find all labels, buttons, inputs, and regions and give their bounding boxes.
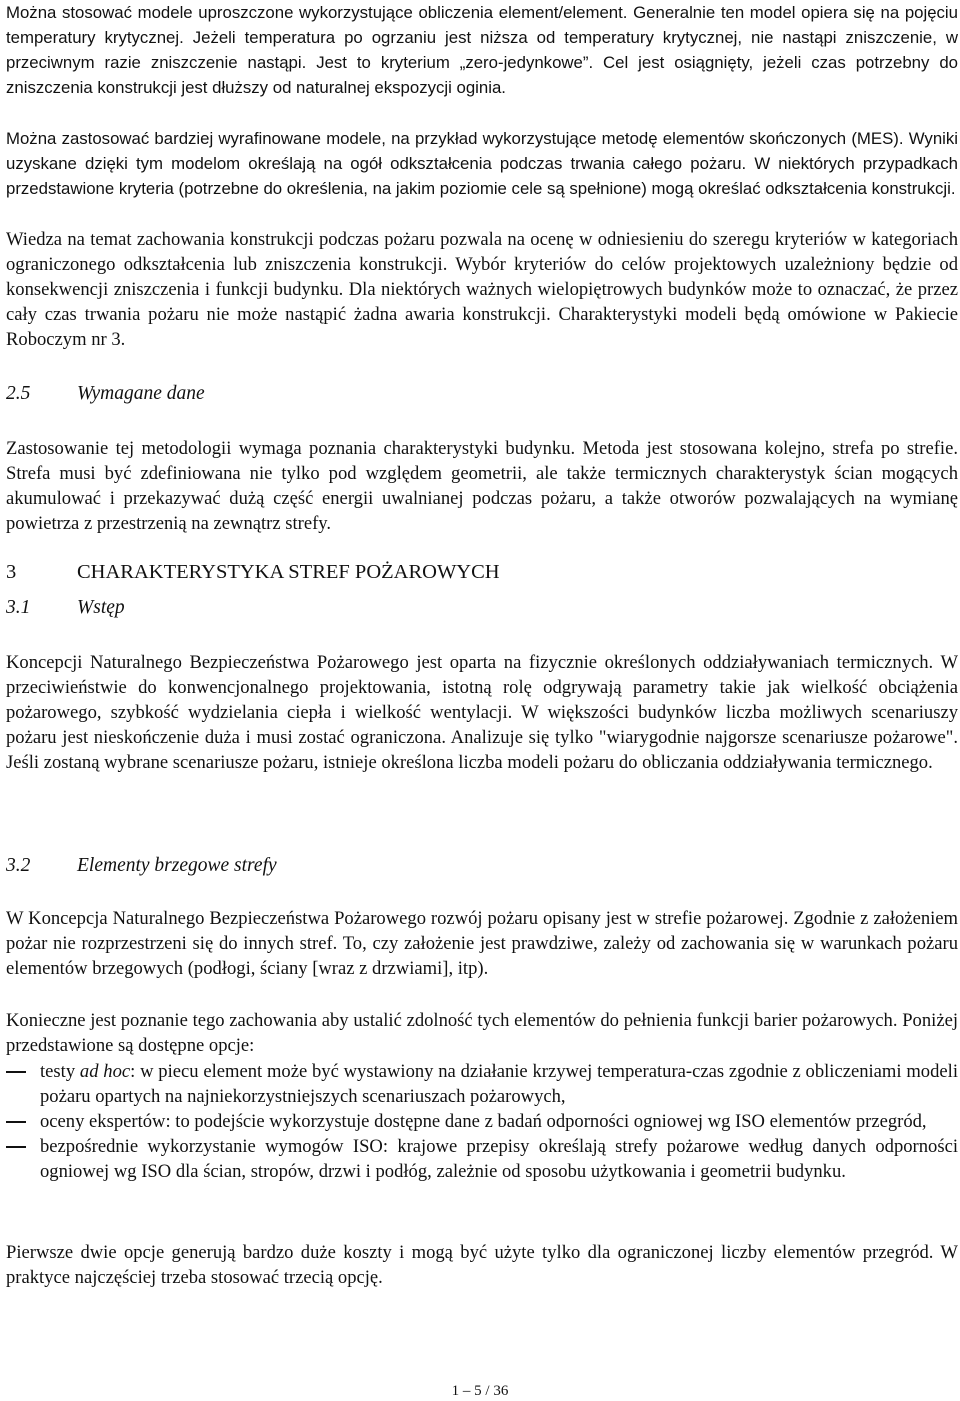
paragraph-simplified-models: Można stosować modele uproszczone wykorzystujące obliczenia element/element. Generalnie ten model opiera się na pojęciu temperatury krytycznej. Jeżeli temperatura po ogrzaniu jest niższa od temperatury krytycznej, nie nastąpi zniszczenie, w przeciwnym razie zniszczenie nastąpi. Jest to kryterium „zero-jedynkowe”. Cel jest osiągnięty, jeżeli czas potrzebny do zniszczenia konstrukcji jest dłuższy od naturalnej ekspozycji oginia.	[6, 3, 958, 97]
paragraph-conclusion: Pierwsze dwie opcje generują bardzo duże koszty i mogą być użyte tylko dla ograniczonej liczby elementów przegród. W praktyce najczęściej trzeba stosować trzecią opcję.	[6, 1242, 958, 1288]
dash-bullet-icon	[6, 1146, 26, 1148]
section-heading-2-5	[6, 383, 205, 405]
paragraph-introduction: Koncepcji Naturalnego Bezpieczeństwa Pożarowego jest oparta na fizycznie określonych oddziaływaniach termicznych. W przeciwieństwie do konwencjonalnego projektowania, istotną rolę odgrywają parametry takie jak wielkość obciążenia pożarowego, szybkość wydzielania ciepła i wielkość wentylacji. W większości budynków liczba możliwych scenariuszy pożaru jest nieskończenie duża i musi zostać ograniczona. Analizuje się tylko "wiarygodnie najgorsze scenariusze pożarowe". Jeśli zostaną wybrane scenariusze pożaru, istnieje określona liczba modeli pożaru do obliczania oddziaływania termicznego.	[6, 652, 958, 773]
section-title: Elementy brzegowe strefy	[77, 855, 277, 876]
list-item: bezpośrednie wykorzystanie wymogów ISO: krajowe przepisy określają strefy pożarowe według danych odporności ogniowej wg ISO dla ścian, stropów, drzwi i podłóg, zależnie od sposobu użytkowania i geometrii budynku.	[6, 1134, 958, 1184]
section-number: 2.5	[6, 383, 31, 404]
dash-bullet-icon	[6, 1121, 26, 1123]
list-item: testy ad hoc: w piecu element może być wystawiony na działanie krzywej temperatura-czas zgodnie z obliczeniami modeli pożaru opartych na najniekorzystniejszych scenariuszach pożarowych,	[6, 1059, 958, 1109]
page-number: 1 – 5 / 36	[451, 1383, 509, 1399]
paragraph-required-data: Zastosowanie tej metodologii wymaga poznania charakterystyki budynku. Metoda jest stosowana kolejno, strefa po strefie. Strefa musi być zdefiniowana nie tylko pod względem geometrii, ale także termicznych charakterystyk ścian mogących akumulować i przekazywać dużą część energii uwalnianej podczas pożaru, a także otworów pozwalających na wymianę powietrza z przestrzenią na zewnątrz strefy.	[6, 438, 958, 534]
paragraph-options-intro: Konieczne jest poznanie tego zachowania aby ustalić zdolność tych elementów do pełnienia funkcji barier pożarowych. Poniżej przedstawione są dostępne opcje:	[6, 1010, 958, 1056]
section-number: 3.2	[6, 855, 31, 876]
section-heading-3	[6, 561, 500, 584]
section-heading-3-2	[6, 855, 277, 877]
dash-bullet-icon	[6, 1071, 26, 1073]
list-item: oceny ekspertów: to podejście wykorzystuje dostępne dane z badań odporności ogniowej wg ISO elementów przegród,	[6, 1109, 958, 1134]
section-title: Wymagane dane	[77, 383, 205, 404]
section-heading-3-1	[6, 597, 125, 619]
section-title: Wstęp	[77, 597, 125, 618]
paragraph-boundary-elements: W Koncepcja Naturalnego Bezpieczeństwa Pożarowego rozwój pożaru opisany jest w strefie pożarowej. Zgodnie z założeniem pożar nie rozprzestrzeni się do innych stref. To, czy założenie jest prawdziwe, zależy od zachowania się w warunkach pożaru elementów brzegowych (podłogi, ściany [wraz z drzwiami], itp).	[6, 908, 958, 979]
section-number: 3	[6, 561, 17, 583]
italic-term: ad hoc	[79, 1061, 131, 1082]
paragraph-structure-behaviour: Wiedza na temat zachowania konstrukcji podczas pożaru pozwala na ocenę w odniesieniu do szeregu kryteriów w kategoriach ograniczonego odkształcenia lub zniszczenia konstrukcji. Wybór kryteriów do celów projektowych uzależniony będzie od konsekwencji zniszczenia i funkcji budynku. Dla niektórych ważnych wielopiętrowych budynków może to oznaczać, że przez cały czas trwania pożaru nie może nastąpić żadna awaria konstrukcji. Charakterystyki modeli będą omówione w Pakiecie Roboczym nr 3.	[6, 229, 958, 350]
section-title: CHARAKTERYSTYKA STREF POŻAROWYCH	[77, 561, 500, 583]
section-number: 3.1	[6, 597, 31, 618]
options-list	[6, 1059, 958, 1184]
paragraph-fem-models: Można zastosować bardziej wyrafinowane modele, na przykład wykorzystujące metodę elementów skończonych (MES). Wyniki uzyskane dzięki tym modelom określają na ogół odkształcenia podczas trwania całego pożaru. W niektórych przypadkach przedstawione kryteria (potrzebne do określenia, na jakim poziomie cele są spełnione) mogą określać odkształcenia konstrukcji.	[6, 129, 958, 198]
